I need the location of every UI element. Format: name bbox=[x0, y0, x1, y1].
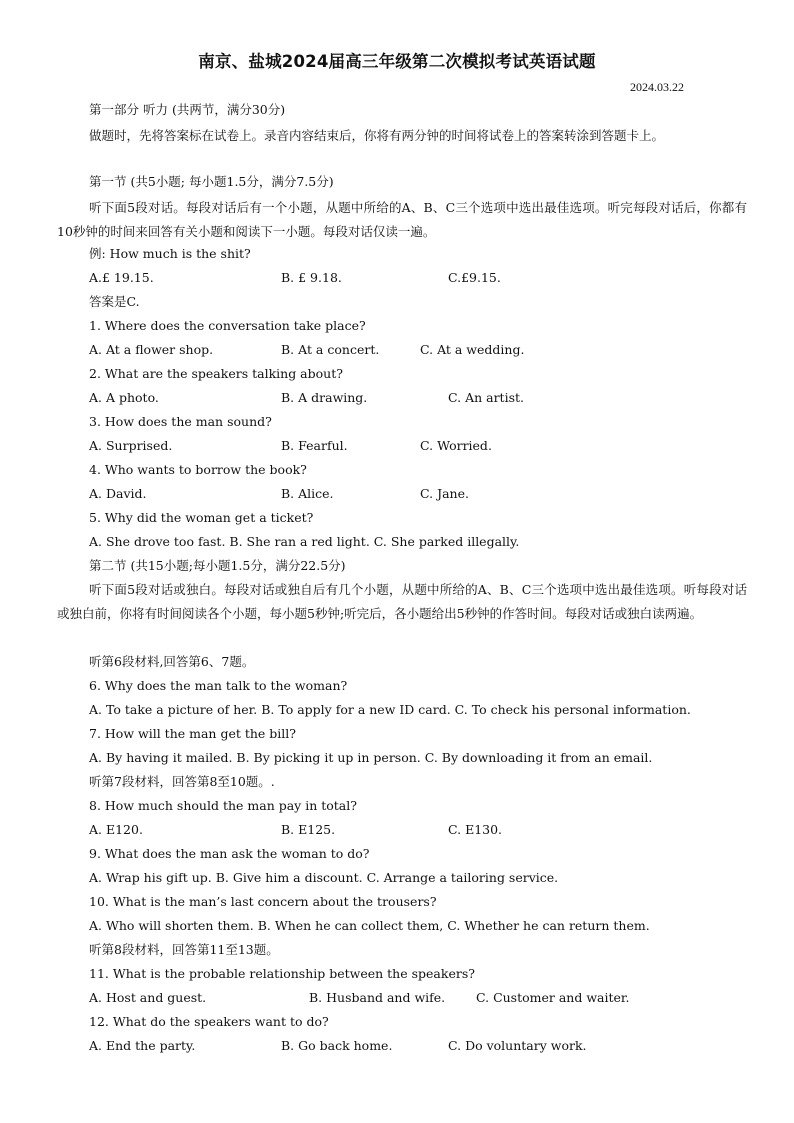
q3-option-b: B. Fearful. bbox=[281, 438, 348, 453]
q11-option-c: C. Customer and waiter. bbox=[476, 990, 630, 1005]
q12-option-b: B. Go back home. bbox=[281, 1038, 393, 1053]
q1-option-b: B. At a concert. bbox=[281, 342, 380, 357]
part1-instructions: 做题时，先将答案标在试卷上。录音内容结束后，你将有两分钟的时间将试卷上的答案转涂到答题卡上。 bbox=[89, 128, 665, 143]
material-6-heading: 听第6段材料,回答第6、7题。 bbox=[89, 654, 255, 669]
question-7: 7. How will the man get the bill? bbox=[89, 726, 296, 741]
material-7-heading: 听第7段材料，回答第8至10题。. bbox=[89, 774, 275, 789]
question-8: 8. How much should the man pay in total? bbox=[89, 798, 357, 813]
q5-options: A. She drove too fast. B. She ran a red light. C. She parked illegally. bbox=[89, 534, 520, 549]
question-11: 11. What is the probable relationship between the speakers? bbox=[89, 966, 475, 981]
example-option-c: C.£9.15. bbox=[448, 270, 501, 285]
q3-option-c: C. Worried. bbox=[420, 438, 492, 453]
q9-options: A. Wrap his gift up. B. Give him a discount. C. Arrange a tailoring service. bbox=[89, 870, 559, 885]
exam-date: 2024.03.22 bbox=[630, 80, 684, 94]
q6-options: A. To take a picture of her. B. To apply for a new ID card. C. To check his personal information. bbox=[89, 702, 691, 717]
q12-option-c: C. Do voluntary work. bbox=[448, 1038, 587, 1053]
section1-heading: 第一节 (共5小题; 每小题1.5分，满分7.5分) bbox=[89, 174, 334, 189]
question-9: 9. What does the man ask the woman to do? bbox=[89, 846, 370, 861]
q2-option-a: A. A photo. bbox=[89, 390, 159, 405]
question-12: 12. What do the speakers want to do? bbox=[89, 1014, 329, 1029]
q2-option-c: C. An artist. bbox=[448, 390, 524, 405]
question-2: 2. What are the speakers talking about? bbox=[89, 366, 343, 381]
q8-option-b: B. E125. bbox=[281, 822, 336, 837]
question-1: 1. Where does the conversation take place? bbox=[89, 318, 366, 333]
q4-option-a: A. David. bbox=[89, 486, 147, 501]
example-answer: 答案是C. bbox=[89, 294, 140, 309]
material-8-heading: 听第8段材料，回答第11至13题。 bbox=[89, 942, 279, 957]
q12-option-a: A. End the party. bbox=[89, 1038, 196, 1053]
question-6: 6. Why does the man talk to the woman? bbox=[89, 678, 348, 693]
section1-instructions: 听下面5段对话。每段对话后有一个小题，从题中所给的A、B、C三个选项中选出最佳选项。听完每段对话后，你都有10秒钟的时间来回答有关小题和阅读下一小题。每段对话仅读一遍。 bbox=[57, 200, 747, 239]
q8-option-a: A. E120. bbox=[89, 822, 143, 837]
q11-option-a: A. Host and guest. bbox=[89, 990, 207, 1005]
example-option-a: A.£ 19.15. bbox=[89, 270, 154, 285]
section2-instructions: 听下面5段对话或独白。每段对话或独自后有几个小题，从题中所给的A、B、C三个选项中选出最佳选项。听每段对话或独白前，你将有时间阅读各个小题，每小题5秒钟;听完后，各小题给出5秒钟的作答时间。每段对话或独白读两遍。 bbox=[57, 582, 747, 621]
example-option-b: B. £ 9.18. bbox=[281, 270, 342, 285]
exam-title: 南京、盐城2024届高三年级第二次模拟考试英语试题 bbox=[198, 52, 596, 71]
q8-option-c: C. E130. bbox=[448, 822, 503, 837]
q4-option-c: C. Jane. bbox=[420, 486, 469, 501]
q7-options: A. By having it mailed. B. By picking it up in person. C. By downloading it from an email. bbox=[89, 750, 653, 765]
part1-heading: 第一部分 听力 (共两节，满分30分) bbox=[89, 102, 286, 117]
question-3: 3. How does the man sound? bbox=[89, 414, 272, 429]
question-10: 10. What is the man’s last concern about the trousers? bbox=[89, 894, 437, 909]
question-5: 5. Why did the woman get a ticket? bbox=[89, 510, 314, 525]
q2-option-b: B. A drawing. bbox=[281, 390, 368, 405]
question-4: 4. Who wants to borrow the book? bbox=[89, 462, 307, 477]
q3-option-a: A. Surprised. bbox=[89, 438, 173, 453]
section2-heading: 第二节 (共15小题;每小题1.5分，满分22.5分) bbox=[89, 558, 346, 573]
q11-option-b: B. Husband and wife. bbox=[309, 990, 446, 1005]
q1-option-a: A. At a flower shop. bbox=[89, 342, 214, 357]
q10-options: A. Who will shorten them. B. When he can collect them, C. Whether he can return them. bbox=[89, 918, 650, 933]
q4-option-b: B. Alice. bbox=[281, 486, 334, 501]
q1-option-c: C. At a wedding. bbox=[420, 342, 525, 357]
example-question: 例: How much is the shit? bbox=[89, 246, 251, 261]
